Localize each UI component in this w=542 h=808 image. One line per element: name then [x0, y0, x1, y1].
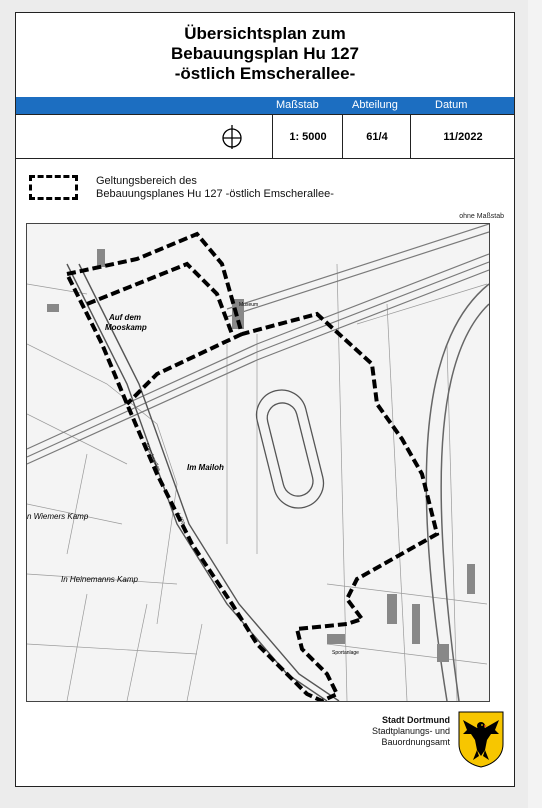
info-row [16, 114, 514, 159]
massstab-label: Maßstab [276, 99, 319, 111]
footer-dept-1: Stadtplanungs- und [371, 726, 450, 736]
title-line-2: Bebauungsplan Hu 127 [171, 44, 359, 63]
dortmund-crest-icon [457, 710, 505, 768]
legend-text [96, 175, 334, 201]
legend-line-2: Bebauungsplanes Hu 127 -östlich Emscherallee- [96, 188, 334, 200]
datum-value: 11/2022 [410, 115, 515, 158]
scrollbar[interactable] [528, 0, 542, 808]
label-heinemanns-kamp: In Heinemanns Kamp [61, 575, 138, 584]
footer-dept-2: Bauordnungsamt [381, 737, 450, 747]
plan-sheet [15, 12, 515, 787]
legend-line-1: Geltungsbereich des [96, 175, 197, 187]
site-map [26, 223, 490, 702]
legend-symbol [29, 175, 78, 200]
title-line-3: -östlich Emscherallee- [174, 64, 356, 83]
abteilung-label: Abteilung [352, 99, 398, 111]
footer-org [372, 715, 450, 748]
label-sportanlage: Sportanlage [332, 650, 359, 656]
title-line-1: Übersichtsplan zum [184, 24, 346, 43]
massstab-value: 1: 5000 [272, 115, 343, 158]
label-wiemers-kamp: n Wiemers Kamp [27, 512, 89, 521]
header-bar [16, 97, 514, 114]
scale-note: ohne Maßstab [459, 213, 504, 220]
label-im-mailoh: Im Mailoh [187, 463, 224, 472]
datum-label: Datum [435, 99, 468, 111]
label-l609: L 609 [175, 512, 186, 527]
abteilung-value: 61/4 [342, 115, 411, 158]
north-arrow-icon [220, 124, 244, 150]
north-arrow-cell [192, 115, 272, 158]
title-block [16, 13, 514, 97]
footer-org-name: Stadt Dortmund [382, 715, 450, 725]
label-emscherallee: Emscherallee [143, 442, 162, 473]
label-mooskamp: Mooskamp [105, 323, 147, 332]
label-auf-dem: Auf dem [109, 313, 141, 322]
map-graphic [27, 224, 489, 701]
label-museum: Museum [239, 302, 259, 308]
